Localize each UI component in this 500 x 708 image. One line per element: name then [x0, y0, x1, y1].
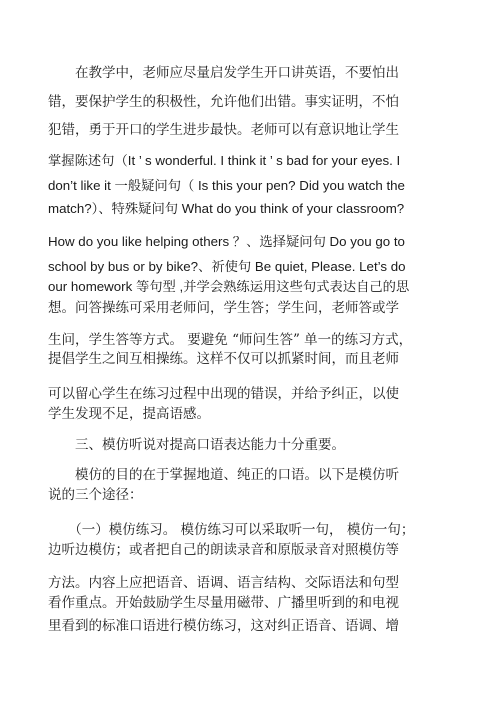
text-line: our homework 等句型 ,并学会熟练运用这些句式表达自己的思 — [48, 279, 410, 294]
text-line: 生问，学生答等方式。 要避免 “师问生答” 单一的练习方式， — [48, 332, 413, 348]
text-line: 想。问答操练可采用老师问，学生答；学生问，老师答或学 — [48, 300, 399, 316]
text-line: 掌握陈述句（It ’ s wonderful. I think it ’ s bad for your eyes. I — [48, 153, 401, 168]
text-line: 说的三个途径： — [48, 487, 143, 503]
text-line: 方法。内容上应把语音、语调、语言结构、交际语法和句型 — [48, 575, 399, 591]
text-line: 学生发现不足，提高语感。 — [48, 406, 210, 422]
text-line: 在教学中，老师应尽量启发学生开口讲英语，不要怕出 — [48, 65, 399, 81]
text-line: match?）、特殊疑问句 What do you think of your classroom? — [48, 201, 405, 216]
text-line: 犯错，勇于开口的学生进步最快。老师可以有意识地让学生 — [48, 122, 399, 138]
subsection-heading: （一）模仿练习。 模仿练习可以采取听一句， 模仿一句； — [48, 522, 415, 538]
text-line: How do you like helping others ？、选择疑问句 Do you go to — [48, 234, 405, 249]
text-line: 错，要保护学生的积极性，允许他们出错。事实证明，不怕 — [48, 94, 399, 110]
text-line: 看作重点。开始鼓励学生尽量用磁带、广播里听到的和电视 — [48, 595, 399, 611]
text-line: school by bus or by bike?、祈使句 Be quiet, Please. Let’s do — [48, 259, 406, 274]
text-line: don’t like it 一般疑问句（ Is this your pen? Did you watch the — [48, 178, 405, 193]
text-line: 可以留心学生在练习过程中出现的错误，并给予纠正，以使 — [48, 386, 399, 402]
section-heading: 三、模仿听说对提高口语表达能力十分重要。 — [48, 437, 345, 453]
text-line: 模仿的目的在于掌握地道、纯正的口语。以下是模仿听 — [48, 467, 399, 483]
text-line: 里看到的标准口语进行模仿练习，这对纠正语音、语调、增 — [48, 618, 399, 634]
text-line: 提倡学生之间互相操练。这样不仅可以抓紧时间，而且老师 — [48, 351, 399, 367]
text-line: 边听边模仿；或者把自己的朗读录音和原版录音对照模仿等 — [48, 542, 399, 558]
